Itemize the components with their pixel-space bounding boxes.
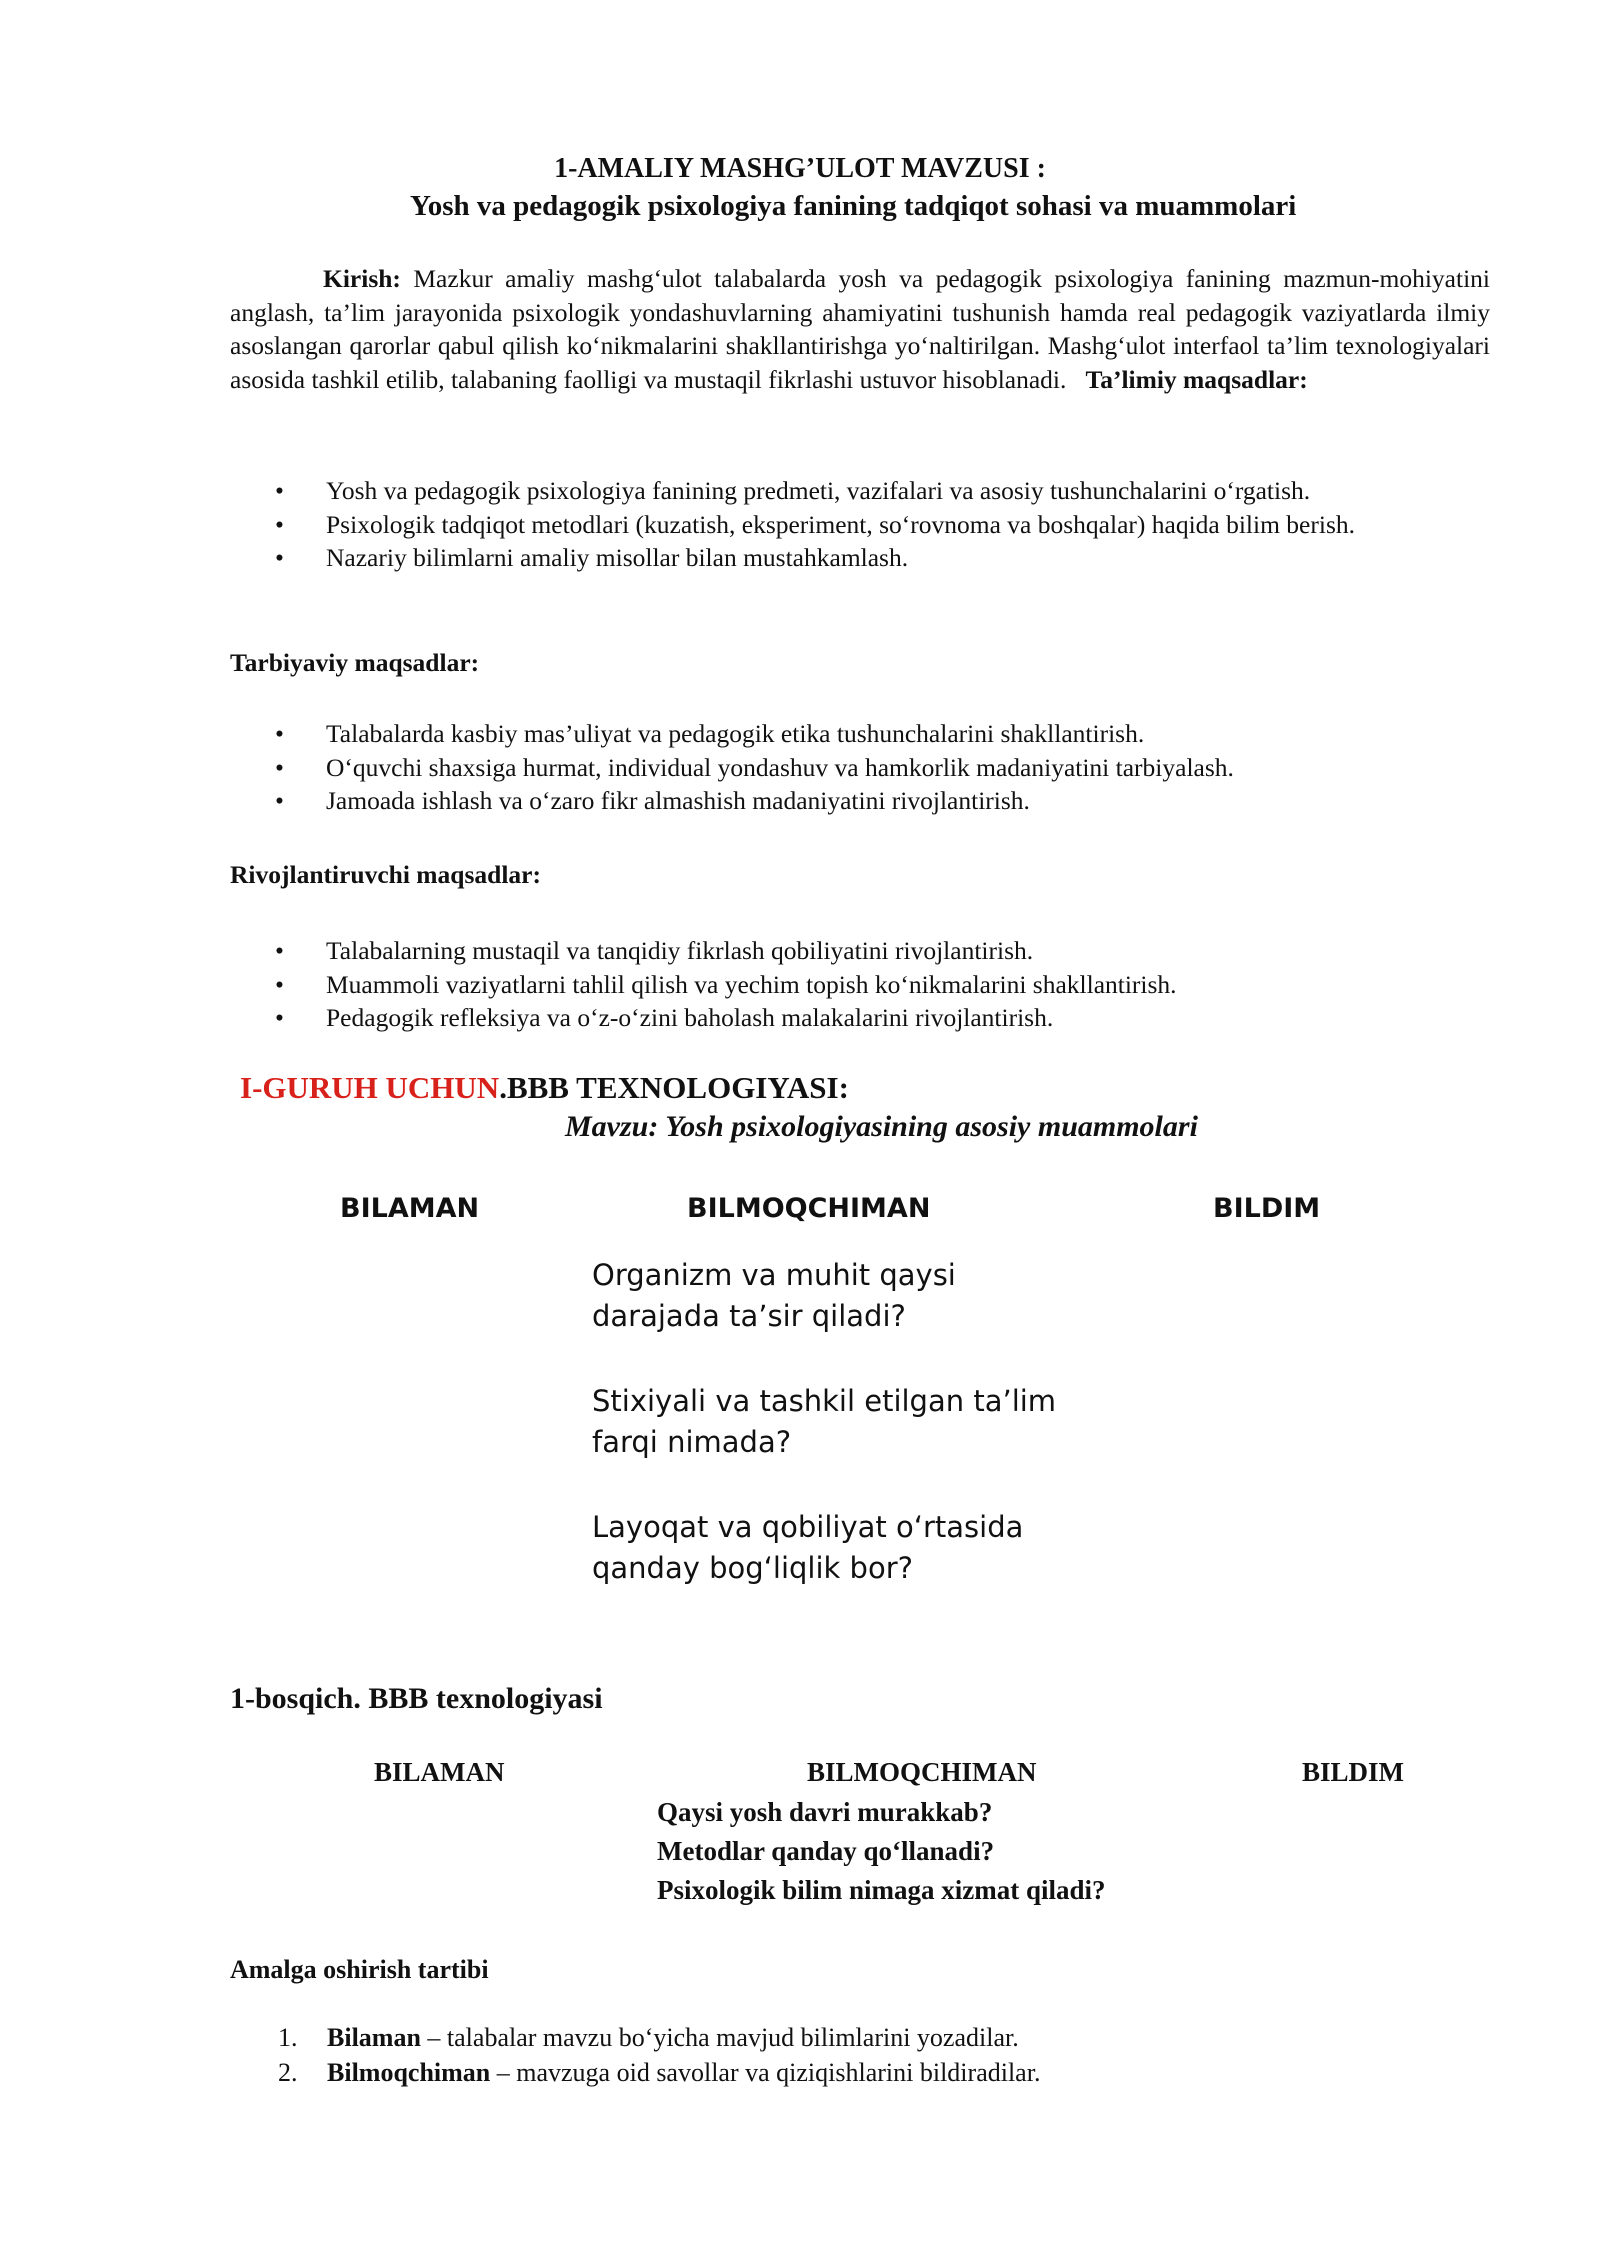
list-item: • Nazariy bilimlarni amaliy misollar bilan mustahkamlash. [230,541,1506,575]
column-header-bilaman: BILAMAN [374,1757,505,1787]
bullet-icon: • [275,476,284,505]
bullet-icon: • [275,543,284,572]
question-item: Psixologik bilim nimaga xizmat qiladi? [657,1875,1106,1905]
procedure-heading: Amalga oshirish tartibi [230,1955,489,1984]
list-item: • Talabalarning mustaqil va tanqidiy fikrlash qobiliyatini rivojlantirish. [230,934,1506,968]
question-item: Metodlar qanday qo‘llanadi? [657,1836,995,1866]
list-item: • Psixologik tadqiqot metodlari (kuzatish, eksperiment, so‘rovnoma va boshqalar) haqida bilim berish. [230,508,1506,542]
tarbiyaviy-heading: Tarbiyaviy maqsadlar: [230,648,480,677]
list-item: • Pedagogik refleksiya va o‘z-o‘zini baholash malakalarini rivojlantirish. [230,1001,1506,1035]
bullet-icon: • [275,1003,284,1032]
talimiy-list [230,474,1506,575]
list-item: • O‘quvchi shaxsiga hurmat, individual yondashuv va hamkorlik madaniyatini tarbiyalash. [230,751,1506,785]
group-topic: Mavzu: Yosh psixologiyasining asosiy muammolari [565,1110,1198,1143]
procedure-list [230,2020,1040,2090]
list-item: • Muammoli vaziyatlarni tahlil qilish va yechim topish ko‘nikmalarini shakllantirish. [230,968,1506,1002]
bullet-icon: • [275,936,284,965]
bullet-icon: • [275,786,284,815]
intro-text: Mazkur amaliy mashg‘ulot talabalarda yosh va pedagogik psixologiya fanining mazmun-mohiyatini anglash, ta’lim jarayonida psixologik yondashuvlarning ahamiyatini tushunish hamda real pedagogik vaziyatlarda ilmiy asoslangan qarorlar qabul qilish ko‘nikmalarini shakllantirishga yo‘naltirilgan. Mashg‘ulot interfaol ta’lim texnologiyalari asosida tashkil etilib, talabaning faolligi va mustaqil fikrlashi ustuvor hisoblanadi. [230,264,1490,394]
list-item: • Yosh va pedagogik psixologiya fanining predmeti, vazifalari va asosiy tushunchalarini o‘rgatish. [230,474,1506,508]
bullet-icon: • [275,509,284,539]
lesson-subtitle: Yosh va pedagogik psixologiya fanining tadqiqot sohasi va muammolari [410,190,1297,222]
lesson-title: 1-AMALIY MASHG’ULOT MAVZUSI : [554,153,1046,184]
column-header-bilaman: BILAMAN [340,1193,480,1224]
column-header-bilmoqchiman: BILMOQCHIMAN [687,1193,931,1224]
column-header-bildim: BILDIM [1302,1757,1405,1787]
talimiy-heading: Ta’limiy maqsadlar: [1085,364,1308,394]
group-label: I-GURUH UCHUN [240,1070,500,1105]
list-item: 1. Bilaman – talabalar mavzu bo‘yicha mavjud bilimlarini yozadilar. [278,2023,1019,2052]
question-item: Layoqat va qobiliyat o‘rtasida qanday bog‘liqlik bor? [592,1510,1024,1585]
tarbiyaviy-list [230,717,1506,818]
rivojlantiruvchi-list [230,934,1506,1035]
group-heading: I-GURUH UCHUN.BBB TEXNOLOGIYASI: [240,1070,849,1105]
question-item: Stixiyali va tashkil etilgan ta’lim farqi nimada? [592,1384,1057,1459]
list-item: • Jamoada ishlash va o‘zaro fikr almashish madaniyatini rivojlantirish. [230,784,1506,818]
rivojlantiruvchi-heading: Rivojlantiruvchi maqsadlar: [230,860,541,889]
bullet-icon: • [275,969,284,999]
bullet-icon: • [275,719,284,748]
question-item: Organizm va muhit qaysi darajada ta’sir qiladi? [592,1258,956,1333]
intro-paragraph [230,262,1490,396]
bullet-icon: • [275,752,284,782]
question-item: Qaysi yosh davri murakkab? [657,1797,993,1827]
column-header-bildim: BILDIM [1213,1193,1321,1224]
stage-heading: 1-bosqich. BBB texnologiyasi [230,1682,603,1715]
list-item: 2. Bilmoqchiman – mavzuga oid savollar va qiziqishlarini bildiradilar. [278,2058,1041,2087]
column-header-bilmoqchiman: BILMOQCHIMAN [807,1757,1037,1787]
list-item: • Talabalarda kasbiy mas’uliyat va pedagogik etika tushunchalarini shakllantirish. [230,717,1506,751]
intro-label: Kirish: [323,264,401,293]
